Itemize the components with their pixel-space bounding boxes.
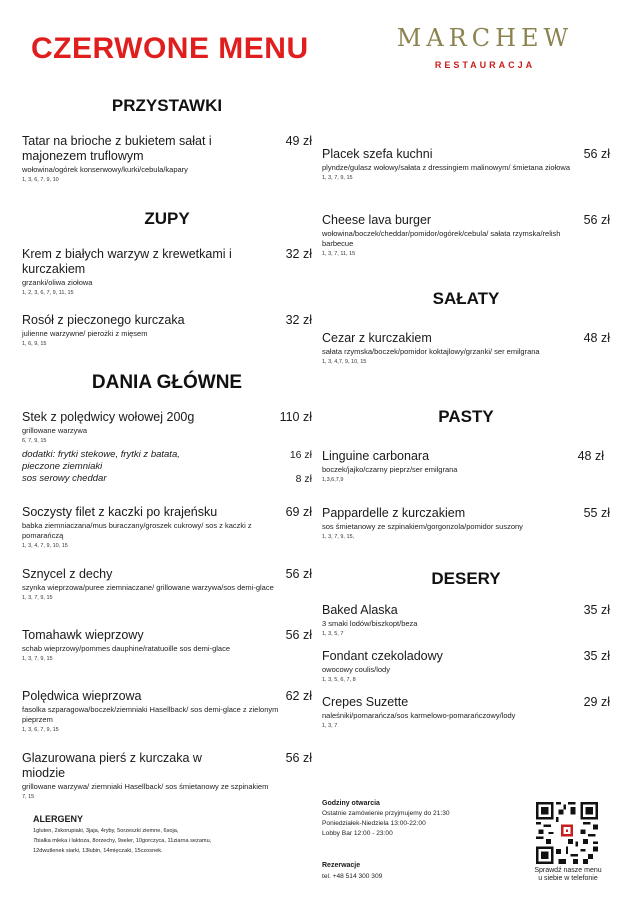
item-name: Rosół z pieczonego kurczaka	[22, 313, 185, 327]
extras-line: sos serowy cheddar	[22, 473, 107, 484]
allergens-title: ALERGENY	[33, 814, 84, 824]
section-salaty: SAŁATY	[432, 289, 500, 308]
item-description: wołowina/boczek/cheddar/pomidor/ogórek/cebula/ sałata rzymska/relish barbecue	[322, 229, 561, 248]
hours-line: Ostatnie zamówienie przyjmujemy do 21:30	[322, 810, 450, 817]
menu-item	[322, 331, 610, 366]
item-name: Crepes Suzette	[322, 695, 409, 709]
menu-item	[22, 689, 312, 734]
item-price: 56 zł	[285, 628, 312, 642]
item-price: 35 zł	[583, 603, 610, 617]
item-name: Pappardelle z kurczakiem	[322, 506, 466, 520]
section-desery: DESERY	[431, 569, 501, 588]
menu-item	[22, 505, 312, 550]
extras-price: 8 zł	[295, 473, 312, 485]
item-name: Fondant czekoladowy	[322, 649, 443, 663]
menu-title: CZERWONE MENU	[31, 32, 309, 65]
item-name: Linguine carbonara	[322, 449, 430, 463]
right-column	[322, 0, 610, 900]
item-allergens: 6, 7, 9, 15	[22, 438, 47, 444]
item-name: Soczysty filet z kaczki po krajeńsku	[22, 505, 218, 519]
menu-item	[322, 695, 610, 730]
item-allergens: 1, 3, 7, 9, 15	[322, 175, 353, 181]
section-przystawki: PRZYSTAWKI	[111, 96, 223, 115]
item-description: naleśniki/pomarańcza/sos karmelowo-pomarańczowy/lody	[322, 711, 516, 720]
item-price: 48 zł	[577, 449, 604, 463]
menu-item	[22, 313, 312, 348]
item-name: Cheese lava burger	[322, 213, 432, 227]
item-description: owocowy coulis/lody	[322, 665, 390, 674]
item-description: julienne warzywne/ pierożki z mięsem	[22, 329, 148, 338]
item-allergens: 1, 3, 7, 9, 15,	[322, 534, 355, 540]
qr-caption-line: Sprawdź nasze menu	[534, 867, 602, 874]
qr-caption	[527, 867, 609, 883]
extras-price: 16 zł	[289, 449, 312, 461]
item-price: 110 zł	[279, 410, 312, 424]
menu-item	[322, 506, 610, 541]
reservations-title: Rezerwacje	[322, 862, 361, 869]
item-price: 56 zł	[285, 751, 312, 765]
hours-line: Poniedziałek-Niedziela 13:00-22:00	[322, 820, 426, 827]
menu-item	[322, 603, 610, 638]
item-allergens: 1, 3, 6, 7, 9, 15	[22, 727, 59, 733]
allergens-line: 12dwutlenek siarki, 13łubin, 14mięczaki, 15czosnek.	[33, 848, 163, 854]
item-name: Sznycel z dechy	[22, 567, 113, 581]
item-description: schab wieprzowy/pommes dauphine/ratatuoille sos demi-glace	[22, 644, 231, 653]
item-allergens: 1, 3, 5, 7	[322, 631, 344, 637]
item-price: 56 zł	[583, 213, 610, 227]
item-description: boczek/jajko/czarny pieprz/ser emilgrana	[322, 465, 458, 474]
brand-name: MARCHEW	[396, 24, 574, 52]
item-allergens: 1, 3, 7, 9, 15	[22, 656, 53, 662]
item-allergens: 1, 3, 6, 7, 9, 10	[22, 177, 59, 183]
hours-title: Godziny otwarcia	[322, 800, 380, 807]
extras-line: pieczone ziemniaki	[22, 461, 103, 472]
item-price: 49 zł	[285, 134, 312, 148]
allergens-line: 1gluten, 2skorupiaki, 3jaja, 4ryby, 5orzeszki ziemne, 6soja,	[33, 828, 179, 834]
qr-caption-line: u siebie w telefonie	[538, 875, 598, 882]
item-description: wołowina/ogórek konserwowy/kurki/cebula/kapary	[22, 165, 188, 174]
brand-subtitle: RESTAURACJA	[434, 60, 536, 70]
menu-item	[322, 213, 610, 258]
section-pasty: PASTY	[438, 407, 494, 426]
menu-item	[322, 147, 610, 182]
menu-item	[22, 751, 312, 801]
item-allergens: 1, 3, 4,7, 9, 10, 15	[322, 359, 367, 365]
item-name: Stek z polędwicy wołowej 200g	[22, 410, 195, 424]
allergens-legend	[33, 814, 303, 856]
item-price: 69 zł	[285, 505, 312, 519]
item-allergens: 1, 3, 5, 6, 7, 8	[322, 677, 356, 683]
section-zupy: ZUPY	[144, 209, 190, 228]
reservations-phone: tel. +48 514 300 309	[322, 873, 383, 880]
item-allergens: 7, 15	[22, 794, 35, 800]
item-price: 55 zł	[583, 506, 610, 520]
item-name: Polędwica wieprzowa	[22, 689, 142, 703]
item-description: sos śmietanowy ze szpinakiem/gorgonzola/pomidor suszony	[322, 522, 523, 531]
item-description: grzanki/oliwa ziołowa	[22, 278, 93, 287]
menu-item	[322, 649, 610, 684]
item-description: fasolka szparagowa/boczek/ziemniaki Hasellback/ sos demi-glace z zielonym pieprzem	[22, 705, 279, 724]
item-price: 48 zł	[583, 331, 610, 345]
reservations	[322, 862, 522, 882]
menu-item	[22, 628, 312, 663]
menu-item	[22, 134, 312, 184]
item-description: grillowane warzywa	[22, 426, 88, 435]
menu-item	[22, 410, 312, 445]
item-name: Placek szefa kuchni	[322, 147, 433, 161]
item-description: szynka wieprzowa/puree ziemniaczane/ grillowane warzywa/sos demi-glace	[22, 583, 274, 592]
item-price: 56 zł	[285, 567, 312, 581]
item-name: Tatar na brioche z bukietem sałat i majonezem truflowym	[22, 134, 212, 163]
item-description: 3 smaki lodów/biszkopt/beza	[322, 619, 418, 628]
item-price: 56 zł	[583, 147, 610, 161]
item-name: Cezar z kurczakiem	[322, 331, 432, 345]
item-allergens: 1, 3, 7	[322, 723, 338, 729]
item-allergens: 1, 3, 4, 7, 9, 10, 15	[22, 543, 68, 549]
item-allergens: 1, 2, 3, 6, 7, 9, 11, 15	[22, 290, 74, 296]
side-dishes	[22, 449, 312, 485]
item-allergens: 1, 3, 7, 11, 15	[322, 251, 356, 257]
item-name: Baked Alaska	[322, 603, 398, 617]
item-description: grillowane warzywa/ ziemniaki Hasellback/ sos śmietanowy ze szpinakiem	[22, 782, 269, 791]
item-allergens: 1, 6, 9, 15	[22, 341, 47, 347]
item-description: sałata rzymska/boczek/pomidor koktajlowy/grzanki/ ser emilgrana	[322, 347, 540, 356]
menu-item	[22, 247, 312, 297]
item-name: Glazurowana pierś z kurczaka w miodzie	[22, 751, 202, 780]
item-price: 35 zł	[583, 649, 610, 663]
left-column	[22, 0, 312, 900]
extras-line: dodatki: frytki stekowe, frytki z batata,	[22, 449, 180, 460]
hours-line: Lobby Bar 12:00 - 23:00	[322, 830, 393, 837]
item-name: Tomahawk wieprzowy	[22, 628, 144, 642]
item-allergens: 1, 3, 7, 9, 15	[22, 595, 53, 601]
qr-code-icon[interactable]	[536, 802, 598, 864]
opening-hours	[322, 800, 522, 839]
item-price: 62 zł	[285, 689, 312, 703]
item-name: Krem z białych warzyw z krewetkami i kurczakiem	[22, 247, 232, 276]
allergens-line: 7białka mleka i laktoza, 8orzechy, 9seler, 10gorczyca, 11ziarna sezamu,	[33, 838, 212, 844]
item-allergens: 1,3,6,7,9	[322, 477, 344, 483]
menu-item	[322, 449, 610, 484]
item-description: babka ziemniaczana/mus buraczany/groszek cukrowy/ sos z kaczki z pomarańczą	[22, 521, 252, 540]
item-price: 32 zł	[285, 313, 312, 327]
item-description: plyndze/gulasz wołowy/sałata z dressingiem malinowym/ śmietana ziołowa	[322, 163, 571, 172]
menu-item	[22, 567, 312, 602]
item-price: 32 zł	[285, 247, 312, 261]
section-dania-glowne: DANIA GŁÓWNE	[91, 372, 243, 393]
item-price: 29 zł	[583, 695, 610, 709]
